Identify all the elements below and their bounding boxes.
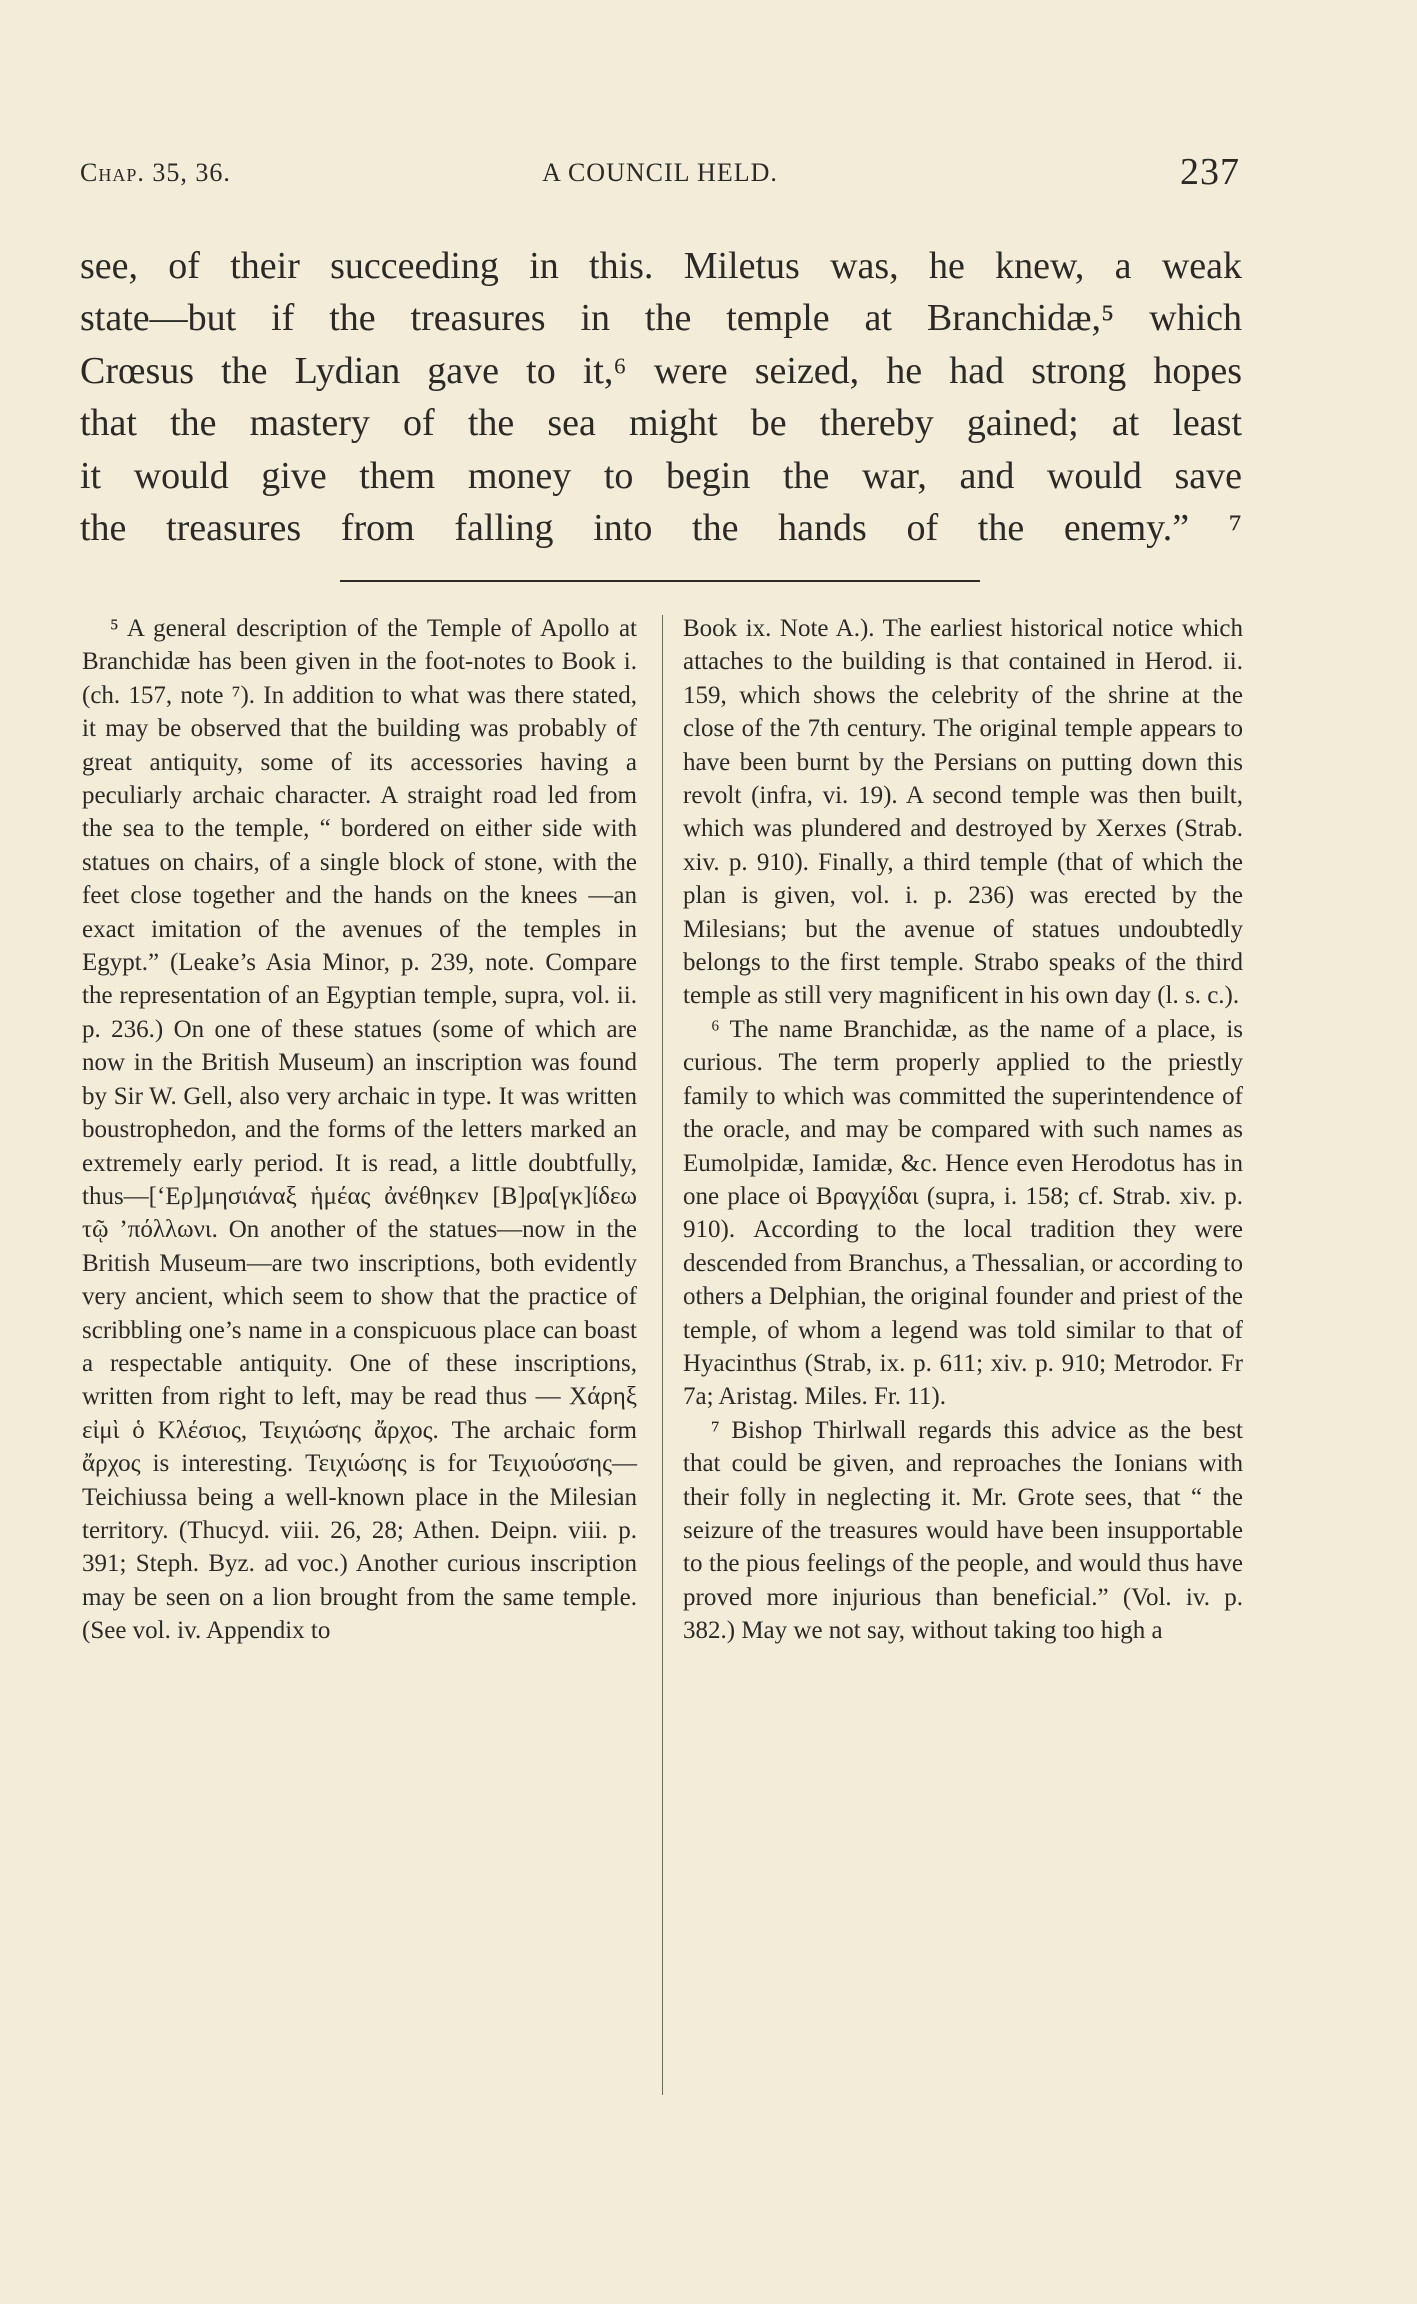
page-title: A COUNCIL HELD.	[542, 158, 778, 187]
footnotes-right-column	[683, 612, 1243, 1648]
running-head	[80, 150, 1240, 200]
main-text-line: it would give them money to begin the war, and would save	[80, 454, 1242, 497]
footnote-6: ⁶ The name Branchidæ, as the name of a place, is curious. The term properly applied to the priestly family to which was committed the superintendence of the oracle, and may be compared with such names as Eumolpidæ, Iamidæ, &c. Hence even Herodotus has in one place οἱ Βραγχίδαι (supra, i. 158; cf. Strab. xiv. p. 910). According to the local tradition they were descended from Branchus, a Thessalian, or according to others a Delphian, the original founder and priest of the temple, of whom a legend was told similar to that of Hyacinthus (Strab, ix. p. 611; xiv. p. 910; Metrodor. Fr 7a; Aristag. Miles. Fr. 11).	[683, 1015, 1243, 1411]
page-number: 237	[1180, 151, 1240, 193]
main-text-line: see, of their succeeding in this. Miletus was, he knew, a weak	[80, 245, 1242, 287]
footnote-5-continued: Book ix. Note A.). The earliest historical notice which attaches to the building is that contained in Herod. ii. 159, which shows the celebrity of the shrine at the close of the 7th century. The original temple appears to have been burnt by the Persians on putting down this revolt (infra, vi. 19). A second temple was then built, which was plundered and destroyed by Xerxes (Strab. xiv. p. 910). Finally, a third temple (that of which the plan is given, vol. i. p. 236) was erected by the Milesians; but the avenue of statues undoubtedly belongs to the first temple. Strabo speaks of the third temple as still very magnificent in his own day (l. s. c.).	[683, 615, 1243, 1010]
footnote-7: ⁷ Bishop Thirlwall regards this advice as the best that could be given, and reproaches the Ionians with their folly in neglecting it. Mr. Grote sees, that “ the seizure of the treasures would have been insupportable to the pious feelings of the people, and would thus have proved more injurious than beneficial.” (Vol. iv. p. 382.) May we not say, without taking too high a	[683, 1416, 1243, 1645]
main-text-line: that the mastery of the sea might be thereby gained; at least	[80, 402, 1242, 445]
footnotes-left-column	[82, 612, 637, 1648]
main-text-line: the treasures from falling into the hands of the enemy.” ⁷	[80, 507, 1242, 550]
chapter-reference: Chap. 35, 36.	[80, 158, 231, 187]
main-text-line: Crœsus the Lydian gave to it,⁶ were seized, he had strong hopes	[80, 349, 1242, 392]
footnote-separator-rule	[340, 580, 980, 582]
main-text-line: state—but if the treasures in the temple at Branchidæ,⁵ which	[80, 297, 1242, 340]
main-text	[80, 240, 1242, 554]
column-divider	[662, 615, 663, 2095]
footnote-5: ⁵ A general description of the Temple of Apollo at Branchidæ has been given in the foot-notes to Book i. (ch. 157, note ⁷). In addition to what was there stated, it may be observed that the building was probably of great antiquity, some of its accessories having a peculiarly archaic character. A straight road led from the sea to the temple, “ bordered on either side with statues on chairs, of a single block of stone, with the feet close together and the hands on the knees —an exact imitation of the avenues of the temples in Egypt.” (Leake’s Asia Minor, p. 239, note. Compare the representation of an Egyptian temple, supra, vol. ii. p. 236.) On one of these statues (some of which are now in the British Museum) an inscription was found by Sir W. Gell, also very archaic in type. It was written boustrophedon, and the forms of the letters marked an extremely early period. It is read, a little doubtfully, thus—[‘Ερ]μησιάναξ ἡμέας ἀνέθηκεν [Β]ρα[γκ]ίδεω τῷ ’πόλλωνι. On another of the statues—now in the British Museum—are two inscriptions, both evidently very ancient, which seem to show that the practice of scribbling one’s name in a conspicuous place can boast a respectable antiquity. One of these inscriptions, written from right to left, may be read thus — Χάρηξ εἰμὶ ὁ Κλέσιος, Τειχιώσης ἄρχος. The archaic form ἄρχος is interesting. Τειχιώσης is for Τειχιούσσης—Teichiussa being a well-known place in the Milesian territory. (Thucyd. viii. 26, 28; Athen. Deipn. viii. p. 391; Steph. Byz. ad voc.) Another curious inscription may be seen on a lion brought from the same temple. (See vol. iv. Appendix to	[82, 615, 637, 1645]
